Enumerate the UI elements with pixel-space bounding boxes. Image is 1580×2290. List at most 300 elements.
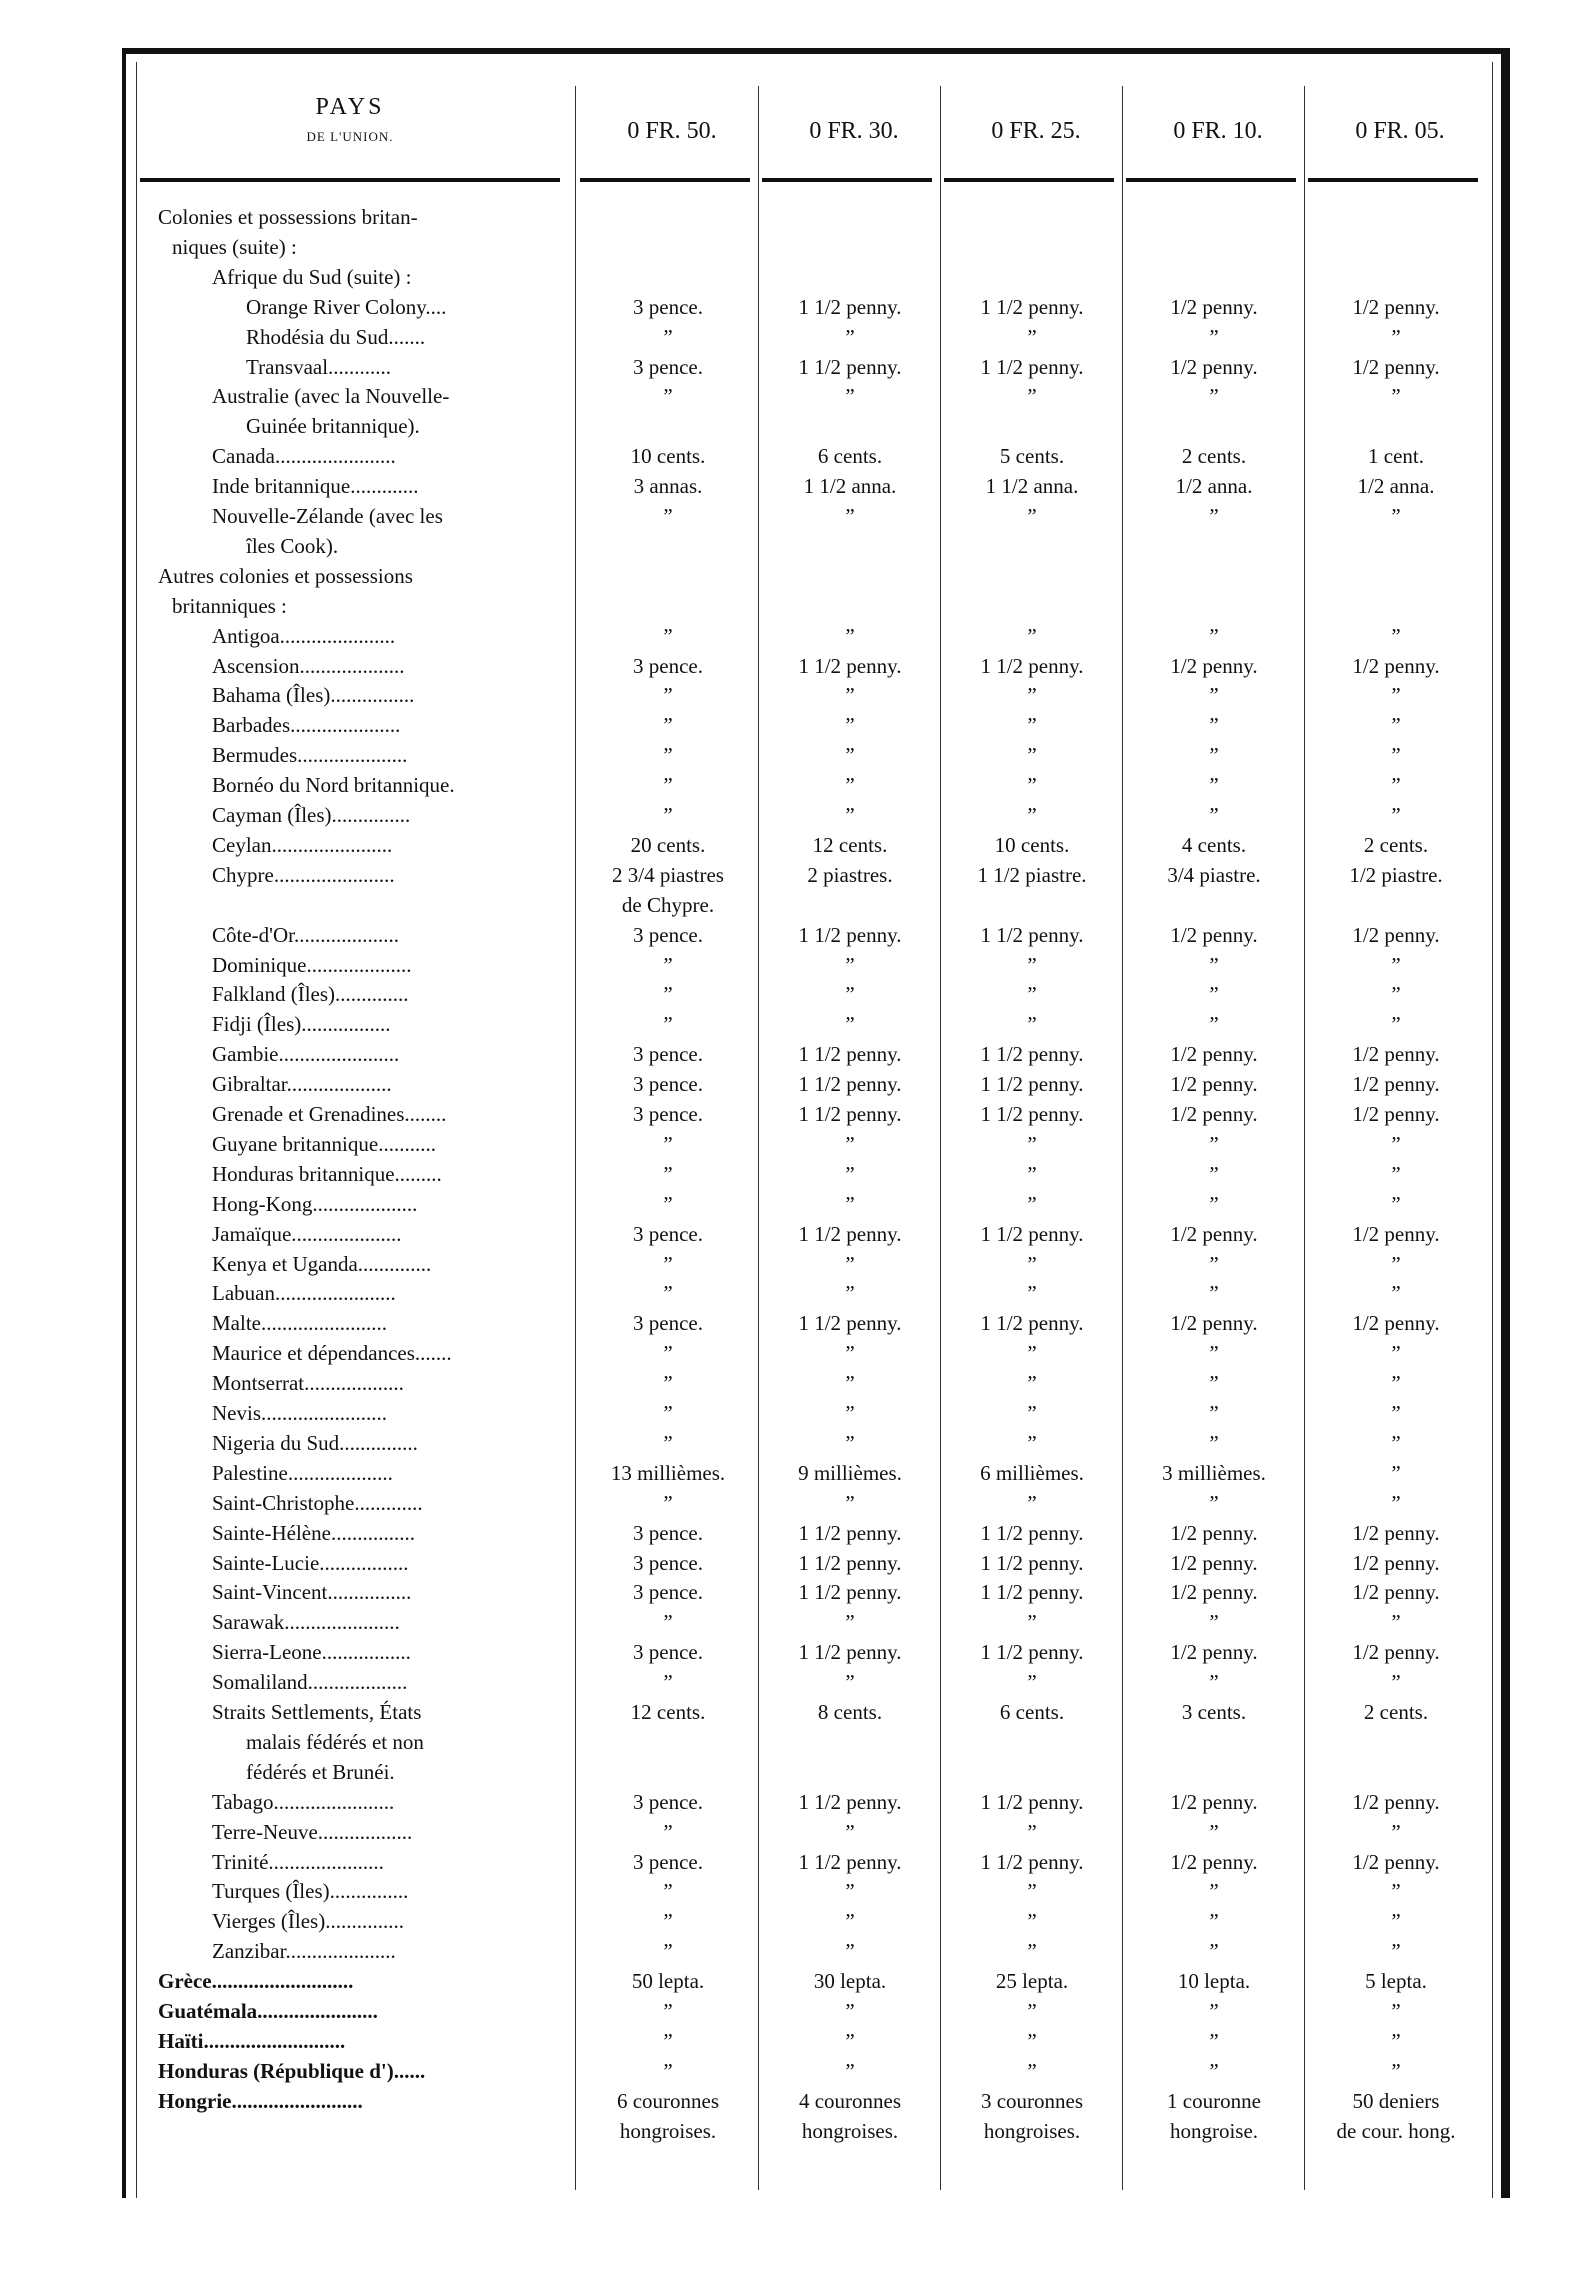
table-row (0, 1700, 1580, 1724)
table-row (0, 1252, 1580, 1276)
rate-cell: 1/2 penny. (1170, 1580, 1258, 1605)
rate-cell: ” (663, 1131, 673, 1156)
rate-cell: ” (663, 803, 673, 827)
country-label: Guinée britannique). (246, 414, 420, 439)
rate-cell: ” (1027, 2028, 1037, 2053)
country-label: Sainte-Hélène................ (212, 1520, 415, 1545)
table-row (0, 205, 1580, 229)
rate-cell: ” (663, 1490, 673, 1515)
table-row (0, 594, 1580, 618)
country-label: Côte-d'Or.................... (212, 922, 399, 947)
rate-cell: ” (1209, 504, 1219, 528)
table-row (0, 654, 1580, 678)
rate-cell: 1 1/2 penny. (798, 1042, 902, 1067)
rate-cell: 1 1/2 penny. (798, 1640, 902, 1665)
rate-cell: ” (1027, 1879, 1037, 1904)
rate-cell: 1/2 anna. (1175, 474, 1253, 499)
rate-cell: ” (1391, 1131, 1401, 1156)
rate-cell: ” (845, 2028, 855, 2053)
rate-cell: ” (1027, 504, 1037, 528)
rate-cell: 1 1/2 penny. (798, 1072, 902, 1097)
rate-cell: 1/2 penny. (1352, 1221, 1440, 1246)
rate-cell: 1 1/2 penny. (980, 653, 1084, 678)
rate-cell: 1/2 penny. (1170, 653, 1258, 678)
rate-cell: ” (845, 504, 855, 528)
rate-cell: 2 cents. (1363, 1700, 1429, 1724)
rate-cell: 1 1/2 penny. (798, 922, 902, 947)
header-rule (762, 178, 932, 182)
rate-cell: ” (845, 982, 855, 1007)
column-header: 0 FR. 25. (991, 118, 1081, 144)
country-label: Australie (avec la Nouvelle- (212, 384, 450, 409)
rate-cell: ” (1391, 1281, 1401, 1306)
rate-cell: ” (663, 1161, 673, 1186)
rate-cell: ” (1391, 1879, 1401, 1904)
rate-cell: 3 pence. (633, 1042, 703, 1067)
rate-cell: 1/2 penny. (1170, 1102, 1258, 1126)
rate-cell: 1 1/2 penny. (798, 1221, 902, 1246)
rate-cell: 1 1/2 penny. (980, 1042, 1084, 1067)
table-row (0, 1012, 1580, 1036)
rate-cell: 2 piastres. (807, 862, 893, 887)
rate-cell: 3 pence. (633, 1640, 703, 1665)
table-row (0, 713, 1580, 737)
rate-cell: 1 1/2 penny. (798, 1311, 902, 1336)
table-row (0, 1521, 1580, 1545)
table-row (0, 1102, 1580, 1126)
rate-cell: ” (663, 2058, 673, 2083)
rate-cell: ” (1391, 504, 1401, 528)
rate-cell: ” (845, 1430, 855, 1455)
rate-cell: 1/2 penny. (1352, 1311, 1440, 1336)
rate-cell: ” (1391, 1430, 1401, 1455)
rate-cell: ” (845, 1909, 855, 1934)
rate-cell: 3 pence. (633, 1789, 703, 1814)
rate-cell: ” (1391, 1371, 1401, 1396)
country-label: Inde britannique............. (212, 474, 419, 499)
table-row (0, 1939, 1580, 1963)
table-row (0, 953, 1580, 977)
rate-cell: 3 pence. (633, 1520, 703, 1545)
rate-cell: 1 1/2 penny. (980, 1640, 1084, 1665)
country-label: Autres colonies et possessions (158, 563, 413, 588)
country-label: Jamaïque..................... (212, 1221, 402, 1246)
rate-cell: 2 3/4 piastres (612, 862, 724, 887)
header-rule (140, 178, 560, 182)
country-label: Haïti........................... (158, 2028, 346, 2053)
rate-cell: ” (663, 982, 673, 1007)
rate-cell: 1/2 penny. (1170, 354, 1258, 379)
rate-cell: ” (663, 1999, 673, 2023)
column-header: 0 FR. 30. (809, 118, 899, 144)
column-header: 0 FR. 50. (627, 118, 717, 144)
country-label: Bermudes..................... (212, 743, 408, 768)
country-label: Afrique du Sud (suite) : (212, 264, 412, 289)
rate-cell: hongroises. (619, 2118, 717, 2143)
rate-cell: ” (1209, 623, 1219, 648)
country-label: Grèce........................... (158, 1969, 354, 1994)
rate-cell: 1/2 penny. (1170, 1789, 1258, 1814)
rate-cell: 1/2 penny. (1170, 1550, 1258, 1575)
rate-cell: ” (663, 1341, 673, 1366)
country-label: Nevis........................ (212, 1401, 387, 1425)
rate-cell: ” (663, 1281, 673, 1306)
country-label: Transvaal............ (246, 354, 392, 379)
country-label: Bahama (Îles)................ (212, 683, 415, 708)
rate-cell: 9 millièmes. (798, 1460, 902, 1485)
country-label: Zanzibar..................... (212, 1939, 396, 1964)
table-row (0, 773, 1580, 797)
rate-cell: ” (1391, 384, 1401, 409)
rate-cell: 10 lepta. (1177, 1969, 1251, 1994)
rate-cell: 2 cents. (1363, 832, 1429, 857)
rate-cell: ” (1027, 1131, 1037, 1156)
rate-cell: ” (1209, 1879, 1219, 1904)
rate-cell: 1 1/2 penny. (798, 653, 902, 678)
country-label: Straits Settlements, États (212, 1700, 422, 1724)
rate-cell: ” (663, 1430, 673, 1455)
table-row (0, 534, 1580, 558)
country-label: Malte........................ (212, 1311, 387, 1336)
rate-cell: ” (1391, 982, 1401, 1007)
rate-cell: ” (845, 1161, 855, 1186)
country-label: Barbades..................... (212, 713, 401, 738)
rate-cell: ” (663, 384, 673, 409)
header-rule (1126, 178, 1296, 182)
rate-cell: 3 pence. (633, 1849, 703, 1874)
rate-cell: 1/2 penny. (1170, 1849, 1258, 1874)
rate-cell: ” (1027, 1012, 1037, 1037)
rate-cell: ” (1391, 1819, 1401, 1844)
rate-cell: ” (1209, 1341, 1219, 1366)
rate-cell: ” (1391, 1909, 1401, 1934)
rate-cell: ” (1209, 1999, 1219, 2023)
rate-cell: 1/2 anna. (1357, 474, 1435, 499)
rate-cell: ” (1391, 2058, 1401, 2083)
rate-cell: 1/2 penny. (1352, 1640, 1440, 1665)
table-row (0, 624, 1580, 648)
rate-cell: ” (663, 683, 673, 708)
rate-cell: 1 1/2 penny. (980, 1580, 1084, 1605)
rate-cell: 1/2 penny. (1352, 922, 1440, 947)
rate-cell: ” (1391, 1460, 1401, 1485)
country-label: Nigeria du Sud............... (212, 1430, 418, 1455)
rate-cell: ” (845, 1610, 855, 1635)
rate-cell: 1 1/2 penny. (798, 294, 902, 319)
rate-cell: 1/2 penny. (1170, 922, 1258, 947)
rate-cell: ” (1027, 1281, 1037, 1306)
rate-cell: ” (1209, 803, 1219, 827)
table-row (0, 982, 1580, 1006)
rate-cell: ” (1391, 2028, 1401, 2053)
rate-cell: 10 cents. (994, 832, 1070, 857)
rate-cell: ” (1209, 1430, 1219, 1455)
table-row (0, 1042, 1580, 1066)
rate-cell: 6 couronnes (616, 2088, 720, 2113)
rate-cell: 12 cents. (630, 1700, 706, 1724)
country-label: Sarawak...................... (212, 1610, 400, 1635)
rate-cell: ” (1027, 982, 1037, 1007)
table-row (0, 1162, 1580, 1186)
rate-cell: 1/2 penny. (1170, 1042, 1258, 1067)
rate-cell: 6 millièmes. (980, 1460, 1084, 1485)
country-label: fédérés et Brunéi. (246, 1759, 395, 1784)
rate-cell: ” (1027, 1490, 1037, 1515)
rate-cell: ” (663, 324, 673, 349)
rate-cell: ” (1209, 982, 1219, 1007)
table-row (0, 1969, 1580, 1993)
rate-cell: ” (1209, 1490, 1219, 1515)
rate-cell: ” (1391, 683, 1401, 708)
rate-cell: 1 1/2 penny. (798, 1520, 902, 1545)
rate-cell: 4 couronnes (798, 2088, 902, 2113)
rate-cell: ” (845, 683, 855, 708)
table-row (0, 1341, 1580, 1365)
rate-cell: ” (663, 743, 673, 768)
table-row (0, 474, 1580, 498)
table-row (0, 1551, 1580, 1575)
country-label: Ascension.................... (212, 653, 405, 678)
rate-cell: ” (1391, 1670, 1401, 1695)
rate-cell: ” (1027, 623, 1037, 648)
rate-cell: ” (663, 1879, 673, 1904)
rate-cell: 1 1/2 penny. (980, 354, 1084, 379)
rate-cell: ” (1391, 952, 1401, 977)
country-label: Ceylan....................... (212, 832, 393, 857)
rate-cell: de cour. hong. (1336, 2118, 1456, 2143)
rate-cell: ” (845, 743, 855, 768)
rate-cell: ” (1391, 773, 1401, 798)
country-label: Hong-Kong.................... (212, 1191, 418, 1216)
country-label: Trinité...................... (212, 1849, 384, 1874)
rate-cell: 1 1/2 anna. (985, 474, 1079, 499)
rate-cell: ” (1209, 2028, 1219, 2053)
rate-cell: 1/2 piastre. (1349, 862, 1443, 887)
rate-cell: 3/4 piastre. (1167, 862, 1261, 887)
table-row (0, 1401, 1580, 1425)
rate-cell: 1/2 penny. (1352, 1520, 1440, 1545)
rate-cell: 1/2 penny. (1170, 1640, 1258, 1665)
table-row (0, 2029, 1580, 2053)
rate-cell: ” (1209, 1191, 1219, 1216)
country-label: Antigoa...................... (212, 623, 396, 648)
table-row (0, 1909, 1580, 1933)
country-label: Saint-Vincent................ (212, 1580, 412, 1605)
rate-cell: 1 1/2 anna. (803, 474, 897, 499)
rate-cell: ” (663, 713, 673, 738)
rate-cell: 1 1/2 penny. (980, 922, 1084, 947)
rate-cell: 1 1/2 penny. (798, 1789, 902, 1814)
rate-cell: 1 cent. (1368, 444, 1424, 469)
country-label: Sainte-Lucie................. (212, 1550, 409, 1575)
rate-cell: ” (845, 1371, 855, 1396)
country-label: Nouvelle-Zélande (avec les (212, 504, 443, 528)
country-label: Kenya et Uganda.............. (212, 1251, 432, 1276)
rate-cell: ” (1209, 1909, 1219, 1934)
table-row (0, 1132, 1580, 1156)
rate-cell: 1 1/2 penny. (980, 1221, 1084, 1246)
rate-cell: ” (1027, 1191, 1037, 1216)
table-row (0, 923, 1580, 947)
country-label: Fidji (Îles)................. (212, 1012, 391, 1037)
rate-cell: ” (1027, 1341, 1037, 1366)
rate-cell: de Chypre. (621, 892, 715, 917)
rate-cell: 3 pence. (633, 1311, 703, 1336)
table-row (0, 1790, 1580, 1814)
table-row (0, 355, 1580, 379)
rate-cell: ” (663, 1939, 673, 1964)
table-row (0, 1670, 1580, 1694)
rate-cell: ” (663, 504, 673, 528)
country-label: niques (suite) : (172, 234, 297, 259)
country-label: Gambie....................... (212, 1042, 400, 1067)
table-row (0, 1461, 1580, 1485)
rate-cell: 3 pence. (633, 1221, 703, 1246)
header-rule (1308, 178, 1478, 182)
table-row (0, 803, 1580, 827)
country-label: îles Cook). (246, 533, 339, 558)
rate-cell: ” (1027, 1670, 1037, 1695)
table-row (0, 1760, 1580, 1784)
table-row (0, 235, 1580, 259)
rate-cell: ” (1391, 1191, 1401, 1216)
rate-cell: 5 lepta. (1365, 1969, 1427, 1994)
rate-cell: ” (1209, 1161, 1219, 1186)
rate-cell: hongroises. (801, 2118, 899, 2143)
rate-cell: ” (663, 1610, 673, 1635)
rate-cell: ” (663, 2028, 673, 2053)
rate-cell: ” (845, 1670, 855, 1695)
country-label: Falkland (Îles).............. (212, 982, 409, 1007)
rate-cell: 1 1/2 penny. (980, 294, 1084, 319)
rate-cell: ” (1209, 1670, 1219, 1695)
rate-cell: 1/2 penny. (1352, 1042, 1440, 1067)
table-row (0, 2089, 1580, 2113)
rate-cell: ” (1209, 384, 1219, 409)
rate-cell: 1/2 penny. (1352, 294, 1440, 319)
rate-cell: 1 1/2 penny. (980, 1520, 1084, 1545)
rate-cell: 3 millièmes. (1162, 1460, 1266, 1485)
country-label: Vierges (Îles)............... (212, 1909, 404, 1934)
rate-cell: ” (1027, 952, 1037, 977)
country-label: Dominique.................... (212, 952, 412, 977)
rate-cell: ” (663, 952, 673, 977)
rate-cell: ” (1209, 743, 1219, 768)
rate-cell: 12 cents. (812, 832, 888, 857)
country-label: Tabago....................... (212, 1789, 395, 1814)
rate-cell: ” (1027, 743, 1037, 768)
rate-cell: ” (1209, 952, 1219, 977)
rate-cell: ” (845, 1281, 855, 1306)
rate-cell: ” (1391, 623, 1401, 648)
rate-cell: ” (1391, 713, 1401, 738)
rate-cell: ” (1209, 2058, 1219, 2083)
table-row (0, 2119, 1580, 2143)
country-label: Turques (Îles)............... (212, 1879, 409, 1904)
rate-cell: 3 pence. (633, 1550, 703, 1575)
table-row (0, 1192, 1580, 1216)
rate-cell: 5 cents. (999, 444, 1065, 469)
country-label: Palestine.................... (212, 1460, 393, 1485)
table-row (0, 564, 1580, 588)
rate-cell: ” (1391, 1401, 1401, 1425)
table-row (0, 1222, 1580, 1246)
rate-cell: ” (1027, 773, 1037, 798)
rate-cell: ” (845, 1819, 855, 1844)
country-label: Grenade et Grenadines........ (212, 1102, 447, 1126)
rate-cell: ” (1209, 1401, 1219, 1425)
country-label: Maurice et dépendances....... (212, 1341, 452, 1366)
rate-cell: 1/2 penny. (1352, 354, 1440, 379)
country-column-header (140, 56, 560, 180)
rate-cell: 1/2 penny. (1170, 1311, 1258, 1336)
header-rule (944, 178, 1114, 182)
rate-cell: ” (845, 623, 855, 648)
rate-cell: ” (1209, 1131, 1219, 1156)
rate-cell: 30 lepta. (813, 1969, 887, 1994)
rate-cell: 3 pence. (633, 294, 703, 319)
rate-cell: 3 pence. (633, 1072, 703, 1097)
country-header-subtitle: DE L'UNION. (306, 129, 394, 144)
country-label: Rhodésia du Sud....... (246, 324, 426, 349)
table-row (0, 1640, 1580, 1664)
rate-cell: ” (845, 773, 855, 798)
country-label: Somaliland................... (212, 1670, 408, 1695)
country-label: Guatémala....................... (158, 1999, 378, 2023)
rate-cell: 1 1/2 penny. (798, 1102, 902, 1126)
rate-cell: 6 cents. (817, 444, 883, 469)
rate-cell: ” (845, 1879, 855, 1904)
rate-cell: ” (1209, 713, 1219, 738)
rate-cell: ” (1027, 683, 1037, 708)
rate-cell: 1/2 penny. (1352, 1550, 1440, 1575)
country-label: Terre-Neuve.................. (212, 1819, 413, 1844)
table-row (0, 1820, 1580, 1844)
rate-cell: ” (1209, 1939, 1219, 1964)
rate-cell: ” (1209, 683, 1219, 708)
country-label: Honduras (République d')...... (158, 2058, 426, 2083)
rate-cell: 3 pence. (633, 354, 703, 379)
rate-cell: 4 cents. (1181, 832, 1247, 857)
rate-cell: ” (845, 1401, 855, 1425)
rate-cell: 1 1/2 penny. (980, 1311, 1084, 1336)
rate-cell: ” (1027, 1371, 1037, 1396)
table-row (0, 1850, 1580, 1874)
rate-cell: ” (845, 1191, 855, 1216)
rate-cell: ” (663, 1819, 673, 1844)
rate-cell: 1 1/2 penny. (980, 1550, 1084, 1575)
table-row (0, 384, 1580, 408)
table-row (0, 863, 1580, 887)
rate-cell: 1 1/2 penny. (798, 354, 902, 379)
rate-cell: 1 1/2 penny. (798, 1550, 902, 1575)
country-label: Canada....................... (212, 444, 396, 469)
rate-cell: 25 lepta. (995, 1969, 1069, 1994)
country-label: Bornéo du Nord britannique. (212, 773, 455, 798)
rate-cell: ” (1209, 1012, 1219, 1037)
rate-cell: ” (1391, 1251, 1401, 1276)
rate-cell: ” (1391, 1161, 1401, 1186)
rate-cell: ” (1391, 803, 1401, 827)
table-row (0, 504, 1580, 528)
rate-cell: 3 pence. (633, 1580, 703, 1605)
rate-cell: ” (1209, 1610, 1219, 1635)
country-label: Orange River Colony.... (246, 294, 447, 319)
rate-cell: ” (1391, 1999, 1401, 2023)
rate-cell: 1 1/2 piastre. (977, 862, 1087, 887)
rate-cell: ” (1027, 1401, 1037, 1425)
rate-cell: ” (663, 1909, 673, 1934)
